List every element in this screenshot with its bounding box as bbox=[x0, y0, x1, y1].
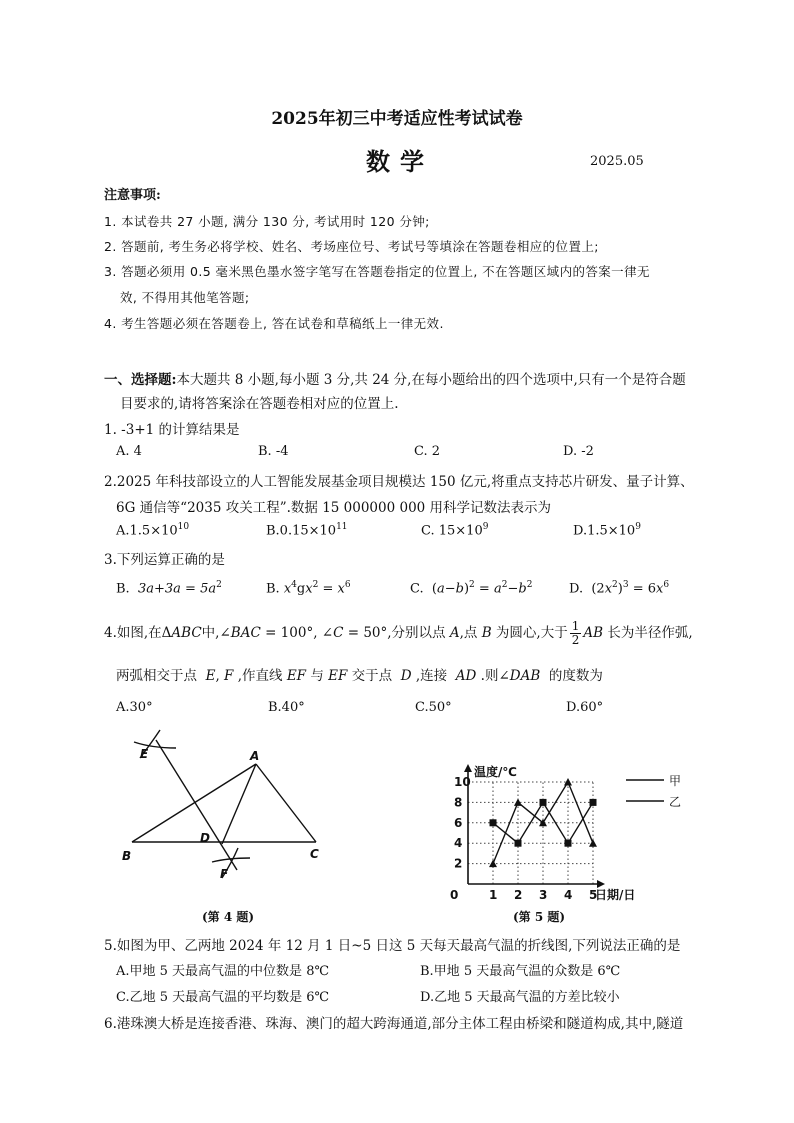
question-1: 1. -3+1 的计算结果是 bbox=[104, 422, 240, 438]
label-d: D bbox=[200, 831, 210, 845]
q5-figure-caption: (第 5 题) bbox=[513, 910, 566, 924]
q5-option-a: A.甲地 5 天最高气温的中位数是 8℃ bbox=[116, 964, 330, 979]
question-4-line-2: 两弧相交于点 E, F ,作直线 EF 与 EF 交于点 D ,连接 AD .则∠DAB 的度数为 bbox=[116, 668, 603, 684]
q1-option-a: A. 4 bbox=[116, 444, 142, 459]
x-axis-label: 日期/日 bbox=[595, 888, 636, 902]
origin-label: 0 bbox=[450, 888, 459, 902]
x-tick-label: 3 bbox=[539, 888, 548, 902]
y-tick-label: 10 bbox=[454, 775, 471, 789]
y-tick-label: 8 bbox=[454, 795, 463, 810]
q2-option-b: $B.0.15\times 10^{11}$ bbox=[266, 522, 348, 539]
data-point-square bbox=[565, 840, 572, 847]
note-item: 效, 不得用其他笔答题; bbox=[120, 290, 250, 305]
question-5: 5.如图为甲、乙两地 2024 年 12 月 1 日~5 日这 5 天每天最高气温的折线图,下列说法正确的是 bbox=[104, 938, 681, 954]
note-item: 3. 答题必须用 0.5 毫米黑色墨水签字笔写在答题卷指定的位置上, 不在答题区域内的答案一律无 bbox=[104, 264, 650, 279]
y-axis-arrow bbox=[464, 764, 472, 772]
note-item: 4. 考生答题必须在答题卷上, 答在试卷和草稿纸上一律无效. bbox=[104, 316, 444, 331]
q3-option-a: B. $3a+3a = 5a^2$ bbox=[116, 580, 222, 597]
data-point-triangle bbox=[489, 860, 497, 868]
question-2-line-1: 2.2025 年科技部设立的人工智能发展基金项目规模达 150 亿元,将重点支持芯片研发、量子计算、 bbox=[104, 474, 694, 490]
line-ad bbox=[222, 764, 256, 844]
note-item: 2. 答题前, 考生务必将学校、姓名、考场座位号、考试号等填涂在答题卷相应的位置上; bbox=[104, 239, 599, 254]
q5-option-c: C.乙地 5 天最高气温的平均数是 6℃ bbox=[116, 990, 330, 1005]
label-a: A bbox=[250, 749, 260, 763]
data-point-square bbox=[590, 799, 597, 806]
data-point-square bbox=[490, 819, 497, 826]
q4-option-d: D.60° bbox=[566, 700, 604, 715]
q4-geometry-figure bbox=[110, 722, 340, 892]
exam-date: 2025.05 bbox=[590, 154, 644, 169]
q4-option-c: C.50° bbox=[415, 700, 452, 715]
x-tick-label: 5 bbox=[589, 888, 598, 902]
y-tick-label: 4 bbox=[454, 836, 463, 851]
line-ef bbox=[156, 740, 237, 870]
data-point-square bbox=[540, 799, 547, 806]
q3-option-d: D. $(2x^2)^3 = 6x^6$ bbox=[569, 580, 670, 597]
label-f: F bbox=[220, 867, 229, 881]
q2-option-c: C. $15\times 10^9$ bbox=[421, 522, 489, 539]
subject-title: 数学 bbox=[366, 147, 434, 176]
q1-option-b: B. -4 bbox=[258, 444, 289, 459]
data-point-square bbox=[515, 840, 522, 847]
q4-option-a: A.30° bbox=[116, 700, 153, 715]
question-3: 3.下列运算正确的是 bbox=[104, 552, 225, 568]
q2-option-a: $A.1.5\times 10^{10}$ bbox=[116, 522, 190, 539]
q1-option-d: D. -2 bbox=[563, 444, 594, 459]
note-item: 1. 本试卷共 27 小题, 满分 130 分, 考试用时 120 分钟; bbox=[104, 214, 430, 229]
section-label: 一、选择题: bbox=[104, 372, 177, 388]
q3-option-c: C. $(a-b)^2 = a^2-b^2$ bbox=[410, 580, 533, 597]
section-heading bbox=[104, 368, 686, 388]
question-4-line-1: 4.如图,在ΔABC中,∠BAC = 100°, ∠C = 50°,分别以点 A,点 B 为圆心,大于 $\frac{1}{2}$ AB 长为半径作弧, bbox=[104, 619, 693, 647]
x-tick-label: 1 bbox=[489, 888, 498, 902]
notes-heading: 注意事项: bbox=[104, 188, 161, 203]
legend-label-2: 乙 bbox=[669, 795, 682, 809]
section-instructions-2: 目要求的,请将答案涂在答题卷相对应的位置上. bbox=[120, 396, 399, 412]
x-axis-arrow bbox=[597, 880, 605, 888]
exam-title: 2025年初三中考适应性考试试卷 bbox=[271, 109, 523, 129]
q5-line-chart bbox=[440, 722, 700, 908]
label-b: B bbox=[122, 849, 132, 863]
y-tick-label: 6 bbox=[454, 815, 463, 830]
q5-option-d: D.乙地 5 天最高气温的方差比较小 bbox=[420, 990, 620, 1005]
y-axis-label: 温度/℃ bbox=[474, 765, 517, 779]
x-tick-label: 2 bbox=[514, 888, 523, 902]
q5-option-b: B.甲地 5 天最高气温的众数是 6℃ bbox=[420, 964, 621, 979]
label-e: E bbox=[140, 747, 149, 761]
label-c: C bbox=[310, 847, 319, 861]
legend-label-1: 甲 bbox=[669, 774, 682, 788]
q4-option-b: B.40° bbox=[268, 700, 305, 715]
q2-option-d: $D.1.5\times 10^9$ bbox=[573, 522, 641, 539]
line-ab bbox=[132, 764, 256, 842]
y-tick-label: 2 bbox=[454, 856, 463, 871]
q1-option-c: C. 2 bbox=[414, 444, 441, 459]
question-2-line-2: 6G 通信等“2035 攻关工程”.数据 15 000000 000 用科学记数法表示为 bbox=[116, 500, 552, 516]
q4-figure-caption: (第 4 题) bbox=[202, 910, 255, 924]
line-ac bbox=[256, 764, 316, 842]
q3-option-b: B. $x^4gx^2 = x^6$ bbox=[266, 580, 351, 597]
section-instructions: 本大题共 8 小题,每小题 3 分,共 24 分,在每小题给出的四个选项中,只有一个是符合题 bbox=[176, 372, 686, 388]
question-6-line-1: 6.港珠澳大桥是连接香港、珠海、澳门的超大跨海通道,部分主体工程由桥梁和隧道构成,其中,隧道 bbox=[104, 1016, 684, 1032]
x-tick-label: 4 bbox=[564, 888, 573, 902]
data-point-triangle bbox=[589, 839, 597, 847]
